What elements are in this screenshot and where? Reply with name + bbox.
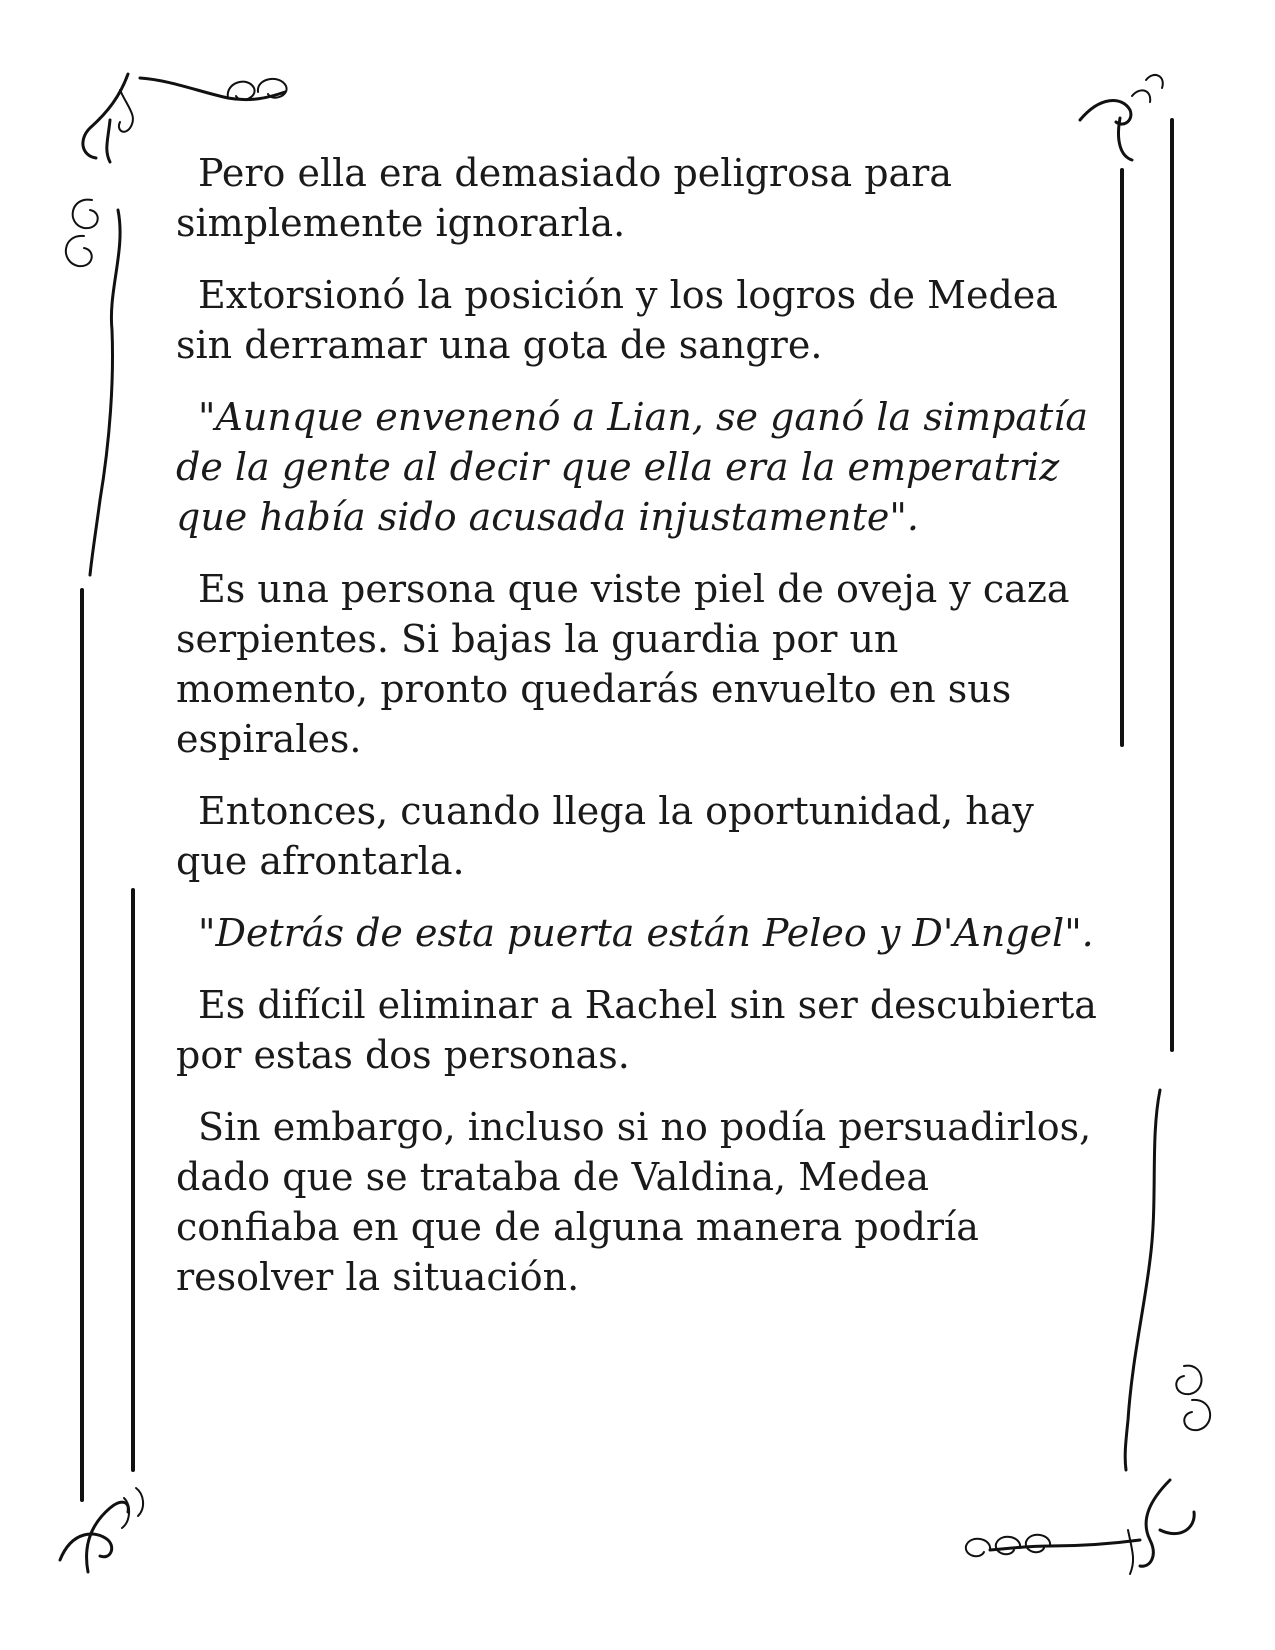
- page-text: [176, 148, 1116, 1324]
- paragraph-1: Pero ella era demasiado peligrosa para simplemente ignorarla.: [176, 151, 953, 245]
- paragraph-5: Entonces, cuando llega la oportunidad, hay que afrontarla.: [176, 789, 1034, 883]
- paragraph-2: Extorsionó la posición y los logros de Medea sin derramar una gota de sangre.: [176, 273, 1058, 367]
- paragraph-6-quote: "Detrás de esta puerta están Peleo y D'Angel".: [198, 911, 1094, 955]
- paragraph-8: Sin embargo, incluso si no podía persuadirlos, dado que se trataba de Valdina, Medea confiaba en que de alguna manera podría resolver la situación.: [176, 1105, 1092, 1299]
- paragraph-3-quote: "Aunque envenenó a Lian, se ganó la simpatía de la gente al decir que ella era la emperatriz que había sido acusada injustamente".: [176, 395, 1089, 539]
- paragraph-7: Es difícil eliminar a Rachel sin ser descubierta por estas dos personas.: [176, 983, 1097, 1077]
- flourish-bottom-left: [60, 1488, 143, 1572]
- paragraph-4: Es una persona que viste piel de oveja y caza serpientes. Si bajas la guardia por un momento, pronto quedarás envuelto en sus espirales.: [176, 567, 1070, 761]
